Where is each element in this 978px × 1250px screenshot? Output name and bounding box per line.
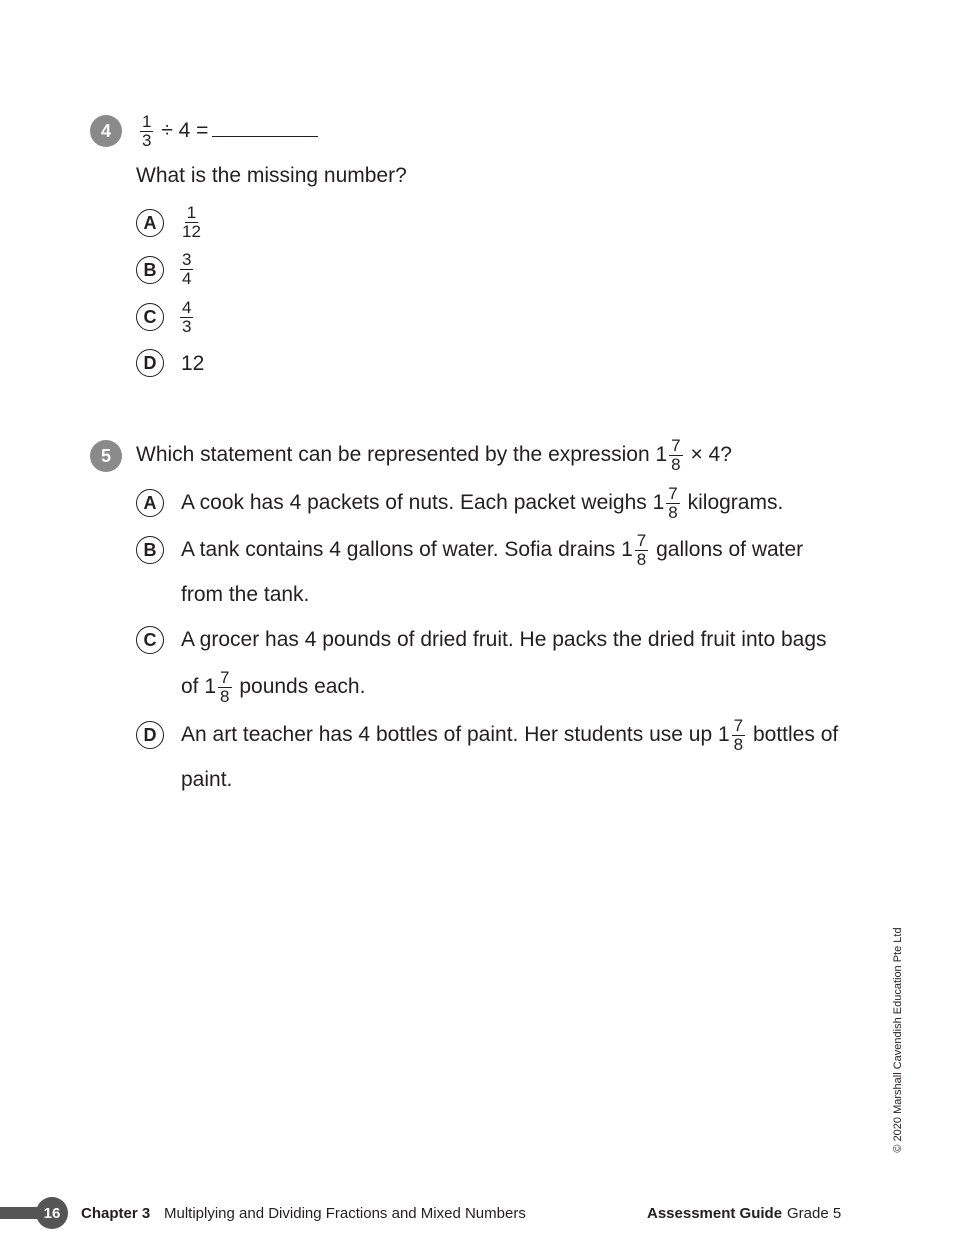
option-4a-bubble[interactable]: A <box>136 209 164 237</box>
page-number: 16 <box>36 1197 68 1229</box>
footer-chapter: Chapter 3 <box>81 1205 151 1222</box>
option-4c-value: $\frac{4}{3}$ <box>182 298 192 336</box>
question-4-prompt: What is the missing number? <box>136 164 407 187</box>
option-5b-bubble[interactable]: B <box>136 536 164 564</box>
footer-grade: Grade 5 <box>787 1205 842 1222</box>
question-4-number: 4 <box>90 115 122 147</box>
option-5d-bubble[interactable]: D <box>136 721 164 749</box>
option-4b-value: $\frac{3}{4}$ <box>182 250 192 288</box>
option-4d-value: 12 <box>181 352 205 375</box>
option-5d-text-line1: An art teacher has 4 bottles of paint. Her students use up 1 $\frac{7}{8}$ bottles of <box>181 716 839 754</box>
question-5-prompt: Which statement can be represented by the expression 1 $\frac{7}{8}$ × 4? <box>136 436 732 474</box>
option-5b-text-line1: A tank contains 4 gallons of water. Sofia drains 1 $\frac{7}{8}$ gallons of water <box>181 531 804 569</box>
footer-guide: Assessment Guide <box>647 1205 783 1222</box>
footer-chapter-title: Multiplying and Dividing Fractions and Mixed Numbers <box>164 1205 526 1222</box>
question-5-number: 5 <box>90 440 122 472</box>
option-5c-bubble[interactable]: C <box>136 626 164 654</box>
option-4b-bubble[interactable]: B <box>136 256 164 284</box>
copyright-notice: © 2020 Marshall Cavendish Education Pte Ltd <box>892 927 904 1153</box>
option-5c-text-line1: A grocer has 4 pounds of dried fruit. He packs the dried fruit into bags <box>181 628 827 651</box>
option-4c-bubble[interactable]: C <box>136 303 164 331</box>
option-5a-bubble[interactable]: A <box>136 489 164 517</box>
option-5a-text: A cook has 4 packets of nuts. Each packet weighs 1 $\frac{7}{8}$ kilograms. <box>181 484 784 522</box>
question-4-expression <box>138 113 318 150</box>
option-5d-text-line2: paint. <box>181 768 233 791</box>
fraction: $\frac{1}{3}$ <box>142 112 152 150</box>
option-4a-value: $\frac{1}{12}$ <box>182 203 201 241</box>
operator: ÷ 4 = <box>161 118 209 142</box>
answer-blank[interactable] <box>212 122 318 137</box>
option-5c-text-line2: of 1 $\frac{7}{8}$ pounds each. <box>181 668 366 706</box>
option-5b-text-line2: from the tank. <box>181 583 310 606</box>
option-4d-bubble[interactable]: D <box>136 349 164 377</box>
